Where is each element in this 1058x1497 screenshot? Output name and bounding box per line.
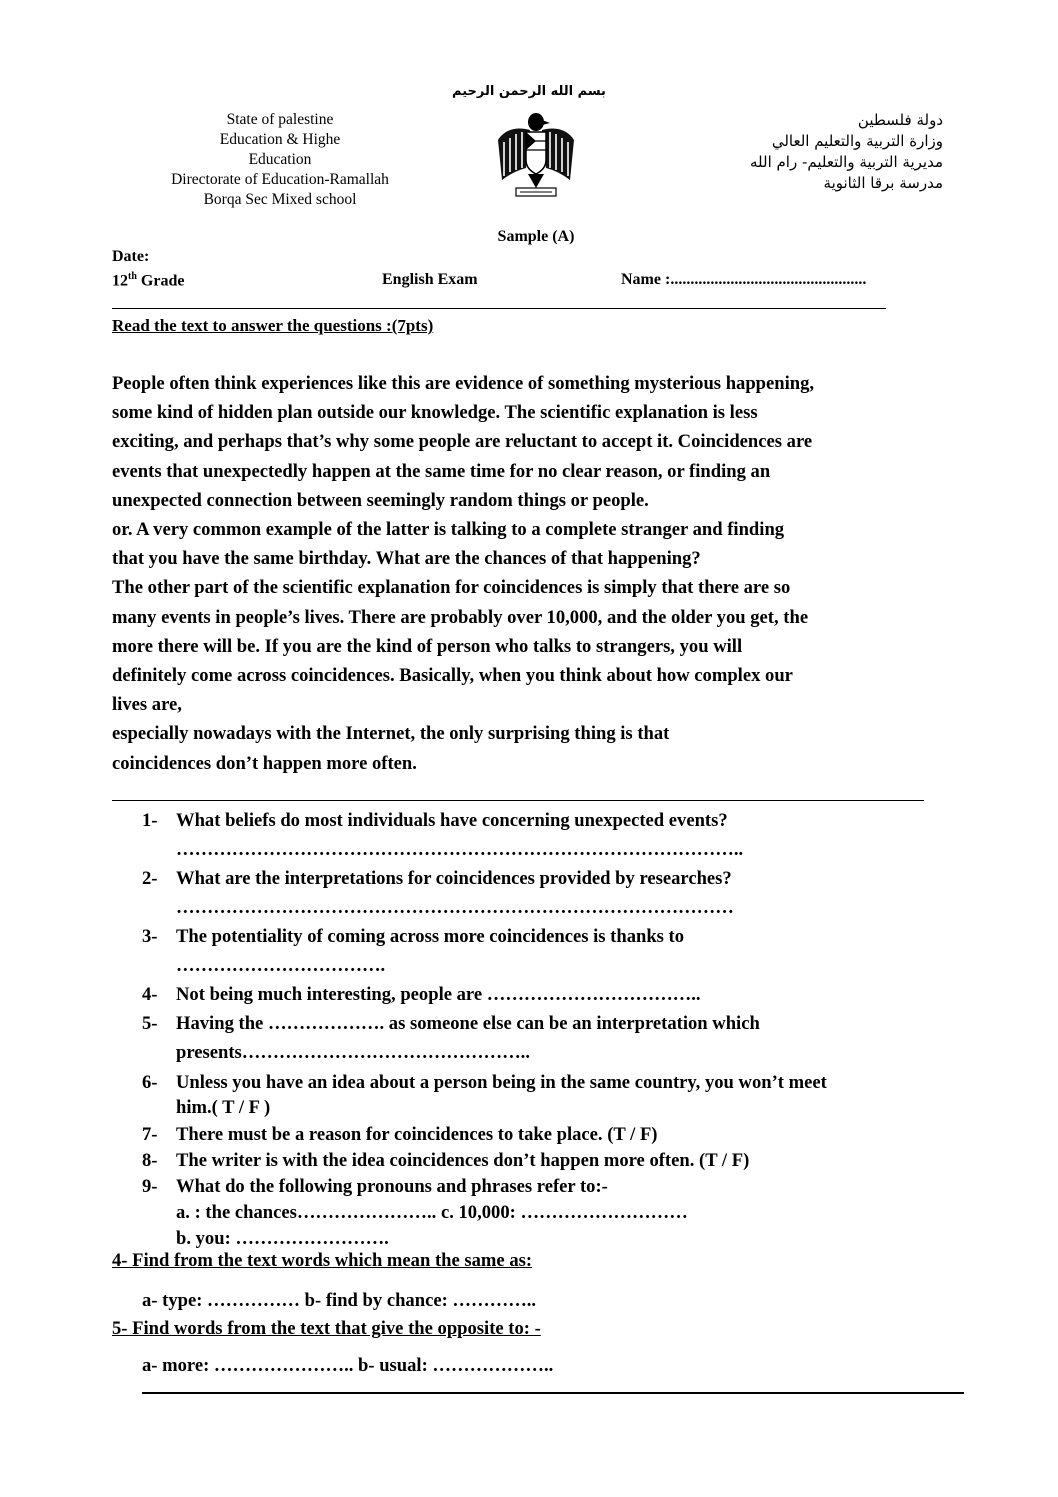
question-number: 7- — [142, 1124, 158, 1145]
refer-item: a. : the chances………………….. c. 10,000: ……………………… — [176, 1202, 688, 1223]
question-text: Having the ………………. as someone else can be an interpretation which — [176, 1013, 760, 1034]
school-header-arabic — [700, 110, 943, 194]
question-text: The writer is with the idea coincidences don’t happen more often. (T / F) — [176, 1150, 750, 1171]
divider — [112, 308, 886, 309]
divider — [142, 1392, 964, 1394]
question-number: 4- — [142, 984, 158, 1005]
question-text: The potentiality of coming across more coincidences is thanks to — [176, 926, 685, 947]
divider — [112, 800, 924, 801]
header-line: مدرسة برقا الثانوية — [823, 174, 943, 192]
passage-line: some kind of hidden plan outside our knowledge. The scientific explanation is less — [112, 402, 758, 424]
passage-line: or. A very common example of the latter is talking to a complete stranger and finding — [112, 519, 785, 541]
question-item — [142, 980, 972, 1009]
sample-label: Sample (A) — [497, 228, 575, 245]
grade-number: 12 — [112, 272, 128, 290]
passage-line: that you have the same birthday. What are the chances of that happening? — [112, 548, 701, 570]
answer-line: ……………………………………………………………………………….. — [176, 839, 744, 860]
section-4-item: a- type: …………… b- find by chance: ………….. — [142, 1290, 537, 1311]
header-line: دولة فلسطين — [857, 111, 943, 129]
date-label: Date: — [112, 248, 150, 265]
exam-title: English Exam — [382, 271, 478, 288]
passage-line: events that unexpectedly happen at the same time for no clear reason, or finding an — [112, 460, 771, 482]
question-text: him.( T / F ) — [176, 1097, 271, 1118]
passage-line: especially nowadays with the Internet, the only surprising thing is that — [112, 723, 670, 745]
question-text: Not being much interesting, people are …………………………….. — [176, 984, 701, 1005]
passage-line: definitely come across coincidences. Basically, when you think about how complex our — [112, 665, 793, 687]
basmala: بسم الله الرحمن الرحيم — [452, 84, 606, 99]
question-list — [142, 806, 972, 1252]
grade-word: Grade — [136, 272, 185, 290]
question-number: 5- — [142, 1013, 158, 1034]
question-item — [142, 1122, 972, 1148]
header-line: مديرية التربية والتعليم- رام الله — [749, 153, 943, 171]
grade-suffix: th — [128, 271, 137, 282]
header-line: State of palestine — [226, 111, 334, 128]
passage-line: more there will be. If you are the kind of person who talks to strangers, you will — [112, 635, 743, 657]
passage-line: unexpected connection between seemingly random things or people. — [112, 489, 649, 511]
header-line: Education — [248, 151, 312, 168]
question-text: What beliefs do most individuals have concerning unexpected events? — [176, 810, 728, 831]
school-header-english — [140, 110, 420, 210]
reading-instruction: Read the text to answer the questions :(7pts) — [112, 316, 434, 335]
name-field: Name :................................................. — [621, 271, 867, 288]
passage-line: lives are, — [112, 694, 182, 716]
header-line: Borqa Sec Mixed school — [203, 191, 357, 208]
answer-line: presents……………………………………….. — [176, 1042, 530, 1063]
refer-item: b. you: ……………………. — [176, 1228, 389, 1249]
passage-line: People often think experiences like this are evidence of something mysterious happening, — [112, 373, 815, 394]
header-line: Education & Highe — [219, 131, 341, 148]
passage-line: coincidences don’t happen more often. — [112, 752, 417, 774]
section-4-title: 4- Find from the text words which mean the same as: — [112, 1250, 533, 1271]
question-item — [142, 806, 972, 864]
question-item — [142, 864, 972, 922]
question-number: 6- — [142, 1072, 158, 1093]
header-line: Directorate of Education-Ramallah — [171, 171, 389, 188]
passage-line: many events in people’s lives. There are probably over 10,000, and the older you get, the — [112, 606, 809, 628]
reading-passage — [112, 369, 952, 778]
question-number: 9- — [142, 1176, 158, 1197]
palestine-eagle-emblem-icon — [496, 110, 576, 198]
question-item — [142, 1009, 972, 1067]
question-text: What do the following pronouns and phrases refer to:- — [176, 1176, 608, 1197]
question-text: Unless you have an idea about a person being in the same country, you won’t meet — [176, 1072, 827, 1093]
grade-label — [112, 271, 184, 290]
question-number: 8- — [142, 1150, 158, 1171]
question-item — [142, 922, 972, 980]
header-line: وزارة التربية والتعليم العالي — [771, 132, 943, 150]
question-item — [142, 1070, 972, 1120]
question-item — [142, 1148, 972, 1174]
passage-line: exciting, and perhaps that’s why some people are reluctant to accept it. Coincidences are — [112, 431, 813, 453]
question-number: 1- — [142, 810, 158, 831]
question-text: There must be a reason for coincidences to take place. (T / F) — [176, 1124, 658, 1145]
passage-line: The other part of the scientific explanation for coincidences is simply that there are so — [112, 577, 791, 599]
section-5-item: a- more: ………………….. b- usual: ……………….. — [142, 1355, 554, 1376]
section-5-title: 5- Find words from the text that give the opposite to: - — [112, 1318, 541, 1339]
answer-line: ……………………………………………………………………………… — [176, 897, 734, 918]
question-text: What are the interpretations for coincidences provided by researches? — [176, 868, 732, 889]
answer-line: ……………………………. — [176, 955, 386, 976]
question-item — [142, 1174, 972, 1200]
question-number: 3- — [142, 926, 158, 947]
question-number: 2- — [142, 868, 158, 889]
